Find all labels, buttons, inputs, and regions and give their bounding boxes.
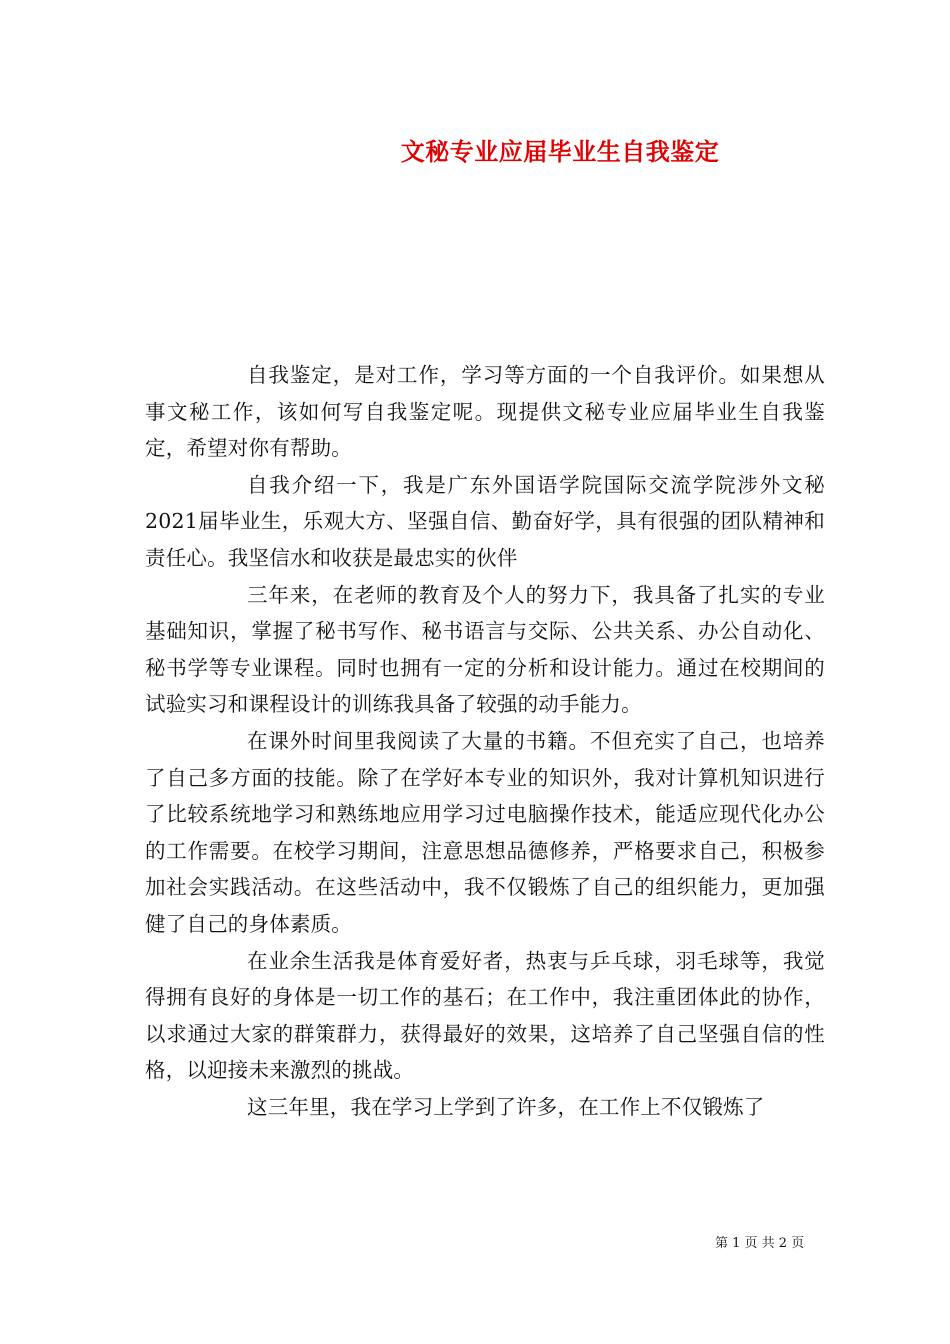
document-body xyxy=(145,357,825,1125)
paragraph-4: 在课外时间里我阅读了大量的书籍。不但充实了自己，也培养了自己多方面的技能。除了在学好本专业的知识外，我对计算机知识进行了比较系统地学习和熟练地应用学习过电脑操作技术，能适应现代化办公的工作需要。在校学习期间，注意思想品德修养，严格要求自己，积极参加社会实践活动。在这些活动中，我不仅锻炼了自己的组织能力，更加强健了自己的身体素质。 xyxy=(145,728,825,936)
paragraph-2: 自我介绍一下，我是广东外国语学院国际交流学院涉外文秘2021届毕业生，乐观大方、坚强自信、勤奋好学，具有很强的团队精神和责任心。我坚信水和收获是最忠实的伙伴 xyxy=(145,472,825,570)
paragraph-3: 三年来，在老师的教育及个人的努力下，我具备了扎实的专业基础知识，掌握了秘书写作、秘书语言与交际、公共关系、办公自动化、秘书学等专业课程。同时也拥有一定的分析和设计能力。通过在校期间的试验实习和课程设计的训练我具备了较强的动手能力。 xyxy=(145,582,825,717)
paragraph-6: 这三年里，我在学习上学到了许多，在工作上不仅锻炼了 xyxy=(247,1094,765,1119)
paragraph-5: 在业余生活我是体育爱好者，热衷与乒乓球，羽毛球等，我觉得拥有良好的身体是一切工作的基石；在工作中，我注重团体此的协作，以求通过大家的群策群力，获得最好的效果，这培养了自己坚强自信的性格，以迎接未来激烈的挑战。 xyxy=(145,948,825,1083)
paragraph-1: 自我鉴定，是对工作，学习等方面的一个自我评价。如果想从事文秘工作，该如何写自我鉴定呢。现提供文秘专业应届毕业生自我鉴定，希望对你有帮助。 xyxy=(145,363,825,461)
page-number-footer: 第 1 页 共 2 页 xyxy=(715,1236,805,1251)
document-title: 文秘专业应届毕业生自我鉴定 xyxy=(400,137,720,166)
